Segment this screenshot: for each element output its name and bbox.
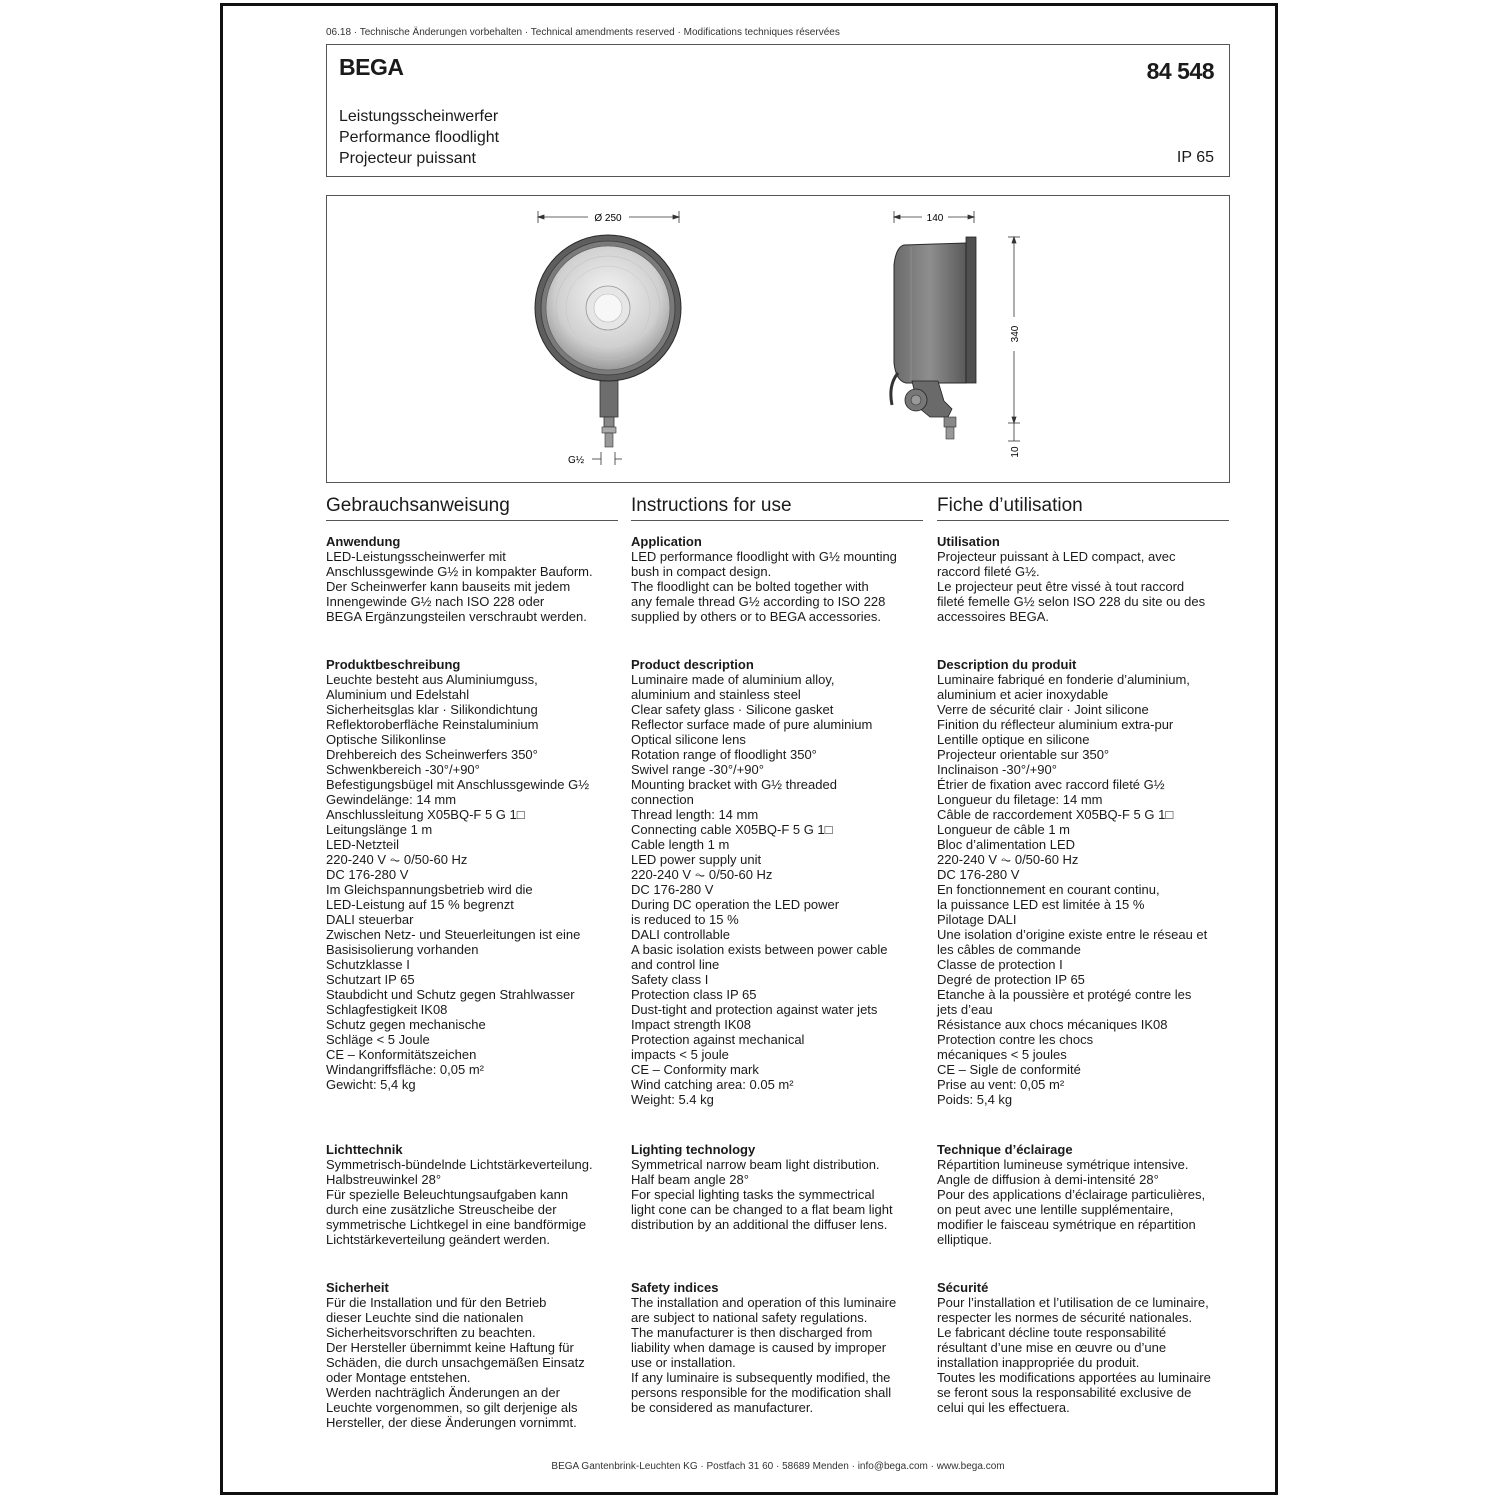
- text-line: Étrier de fixation avec raccord fileté G½: [937, 777, 1165, 792]
- text-line: Halbstreuwinkel 28°: [326, 1172, 442, 1187]
- text-line: any female thread G½ according to ISO 228: [631, 594, 886, 609]
- text-line: Inclinaison -30°/+90°: [937, 762, 1057, 777]
- application-section: [631, 534, 897, 624]
- text-line: les câbles de commande: [937, 942, 1081, 957]
- text-line: celui qui les effectuera.: [937, 1400, 1070, 1415]
- text-line: Gewindelänge: 14 mm: [326, 792, 457, 807]
- section-title: Sécurité: [937, 1280, 989, 1295]
- text-line: Für spezielle Beleuchtungsaufgaben kann: [326, 1187, 569, 1202]
- section-title: Lichttechnik: [326, 1142, 403, 1157]
- column-english: [631, 494, 923, 1415]
- text-line: The manufacturer is then discharged from: [631, 1325, 873, 1340]
- text-line: En fonctionnement en courant continu,: [937, 882, 1160, 897]
- text-line: Impact strength IK08: [631, 1017, 751, 1032]
- text-line: CE – Conformity mark: [631, 1062, 759, 1077]
- text-line: elliptique.: [937, 1232, 992, 1247]
- section-title: Lighting technology: [631, 1142, 756, 1157]
- text-line: Staubdicht und Schutz gegen Strahlwasser: [326, 987, 575, 1002]
- text-line: persons responsible for the modification shall: [631, 1385, 892, 1400]
- text-line: Le projecteur peut être vissé à tout raccord: [937, 579, 1185, 594]
- product-title-de: Leistungsscheinwerfer: [339, 108, 499, 125]
- text-line: Reflector surface made of pure aluminium: [631, 717, 873, 732]
- text-line: accessoires BEGA.: [937, 609, 1049, 624]
- lighting-technology-section: [326, 1142, 593, 1247]
- text-line: If any luminaire is subsequently modified, the: [631, 1370, 891, 1385]
- text-line: use or installation.: [631, 1355, 736, 1370]
- text-line: Schutz gegen mechanische: [326, 1017, 486, 1032]
- text-line: Pour des applications d’éclairage particulières,: [937, 1187, 1206, 1202]
- text-line: DALI controllable: [631, 927, 730, 942]
- text-line: Optical silicone lens: [631, 732, 746, 747]
- text-line: Pilotage DALI: [937, 912, 1017, 927]
- text-line: Für die Installation und für den Betrieb: [326, 1295, 547, 1310]
- thread-dimension: [592, 452, 622, 465]
- text-line: DALI steuerbar: [326, 912, 414, 927]
- text-line: The floodlight can be bolted together with: [631, 579, 869, 594]
- text-line: Zwischen Netz- und Steuerleitungen ist eine: [326, 927, 581, 942]
- text-line: Répartition lumineuse symétrique intensive.: [937, 1157, 1189, 1172]
- text-line: Projecteur orientable sur 350°: [937, 747, 1110, 762]
- text-line: mécaniques < 5 joules: [937, 1047, 1067, 1062]
- product-title-fr: Projecteur puissant: [339, 150, 476, 167]
- text-line: During DC operation the LED power: [631, 897, 840, 912]
- text-line: Im Gleichspannungsbetrieb wird die: [326, 882, 533, 897]
- height-label: 340: [1010, 325, 1021, 343]
- application-section: [326, 534, 593, 624]
- text-line: oder Montage entstehen.: [326, 1370, 471, 1385]
- product-title-en: Performance floodlight: [339, 129, 500, 146]
- text-line: Protection against mechanical: [631, 1032, 805, 1047]
- text-line: DC 176-280 V: [937, 867, 1020, 882]
- text-line: Finition du réflecteur aluminium extra-pur: [937, 717, 1174, 732]
- text-line: Cable length 1 m: [631, 837, 730, 852]
- product-description-section: [326, 657, 589, 1092]
- text-line: DC 176-280 V: [326, 867, 409, 882]
- text-line: Symmetrical narrow beam light distribution.: [631, 1157, 880, 1172]
- text-line: connection: [631, 792, 694, 807]
- text-line: Longueur du filetage: 14 mm: [937, 792, 1103, 807]
- text-line: Symmetrisch-bündelnde Lichtstärkeverteilung.: [326, 1157, 593, 1172]
- bottom-label: 10: [1010, 446, 1021, 458]
- text-line: fileté femelle G½ selon ISO 228 du site ou des: [937, 594, 1206, 609]
- text-line: installation inappropriée du produit.: [937, 1355, 1140, 1370]
- text-line: Luminaire made of aluminium alloy,: [631, 672, 835, 687]
- section-title: Description du produit: [937, 657, 1077, 672]
- text-line: The installation and operation of this luminaire: [631, 1295, 897, 1310]
- application-section: [937, 534, 1205, 624]
- text-line: Clear safety glass · Silicone gasket: [631, 702, 834, 717]
- text-line: Connecting cable X05BQ-F 5 G 1□: [631, 822, 833, 837]
- text-line: Longueur de câble 1 m: [937, 822, 1070, 837]
- footer: BEGA Gantenbrink-Leuchten KG · Postfach 31 60 · 58689 Menden · info@bega.com · www.bega.com: [551, 1461, 1005, 1472]
- section-title: Product description: [631, 657, 754, 672]
- text-line: Rotation range of floodlight 350°: [631, 747, 817, 762]
- text-line: Optische Silikonlinse: [326, 732, 446, 747]
- text-line: is reduced to 15 %: [631, 912, 739, 927]
- text-line: Der Scheinwerfer kann bauseits mit jedem: [326, 579, 571, 594]
- safety-section: [631, 1280, 896, 1415]
- column-french: [937, 494, 1229, 1415]
- diameter-label: Ø 250: [594, 213, 622, 224]
- section-title: Sicherheit: [326, 1280, 389, 1295]
- technical-drawing: [326, 195, 1230, 483]
- thread-label: G½: [567, 455, 585, 466]
- text-line: For special lighting tasks the symmectrical: [631, 1187, 875, 1202]
- text-line: Résistance aux chocs mécaniques IK08: [937, 1017, 1168, 1032]
- text-line: Degré de protection IP 65: [937, 972, 1085, 987]
- text-line: BEGA Ergänzungsteilen verschraubt werden.: [326, 609, 587, 624]
- text-line: Etanche à la poussière et protégé contre les: [937, 987, 1192, 1002]
- depth-label: 140: [926, 213, 944, 224]
- text-line: Basisisolierung vorhanden: [326, 942, 479, 957]
- text-line: Schäden, die durch unsachgemäßen Einsatz: [326, 1355, 585, 1370]
- text-line: Windangriffsfläche: 0,05 m²: [326, 1062, 484, 1077]
- text-line: CE – Konformitätszeichen: [326, 1047, 477, 1062]
- text-line: distribution by an additional the diffuser lens.: [631, 1217, 888, 1232]
- text-line: Der Hersteller übernimmt keine Haftung für: [326, 1340, 574, 1355]
- text-line: Lentille optique en silicone: [937, 732, 1090, 747]
- text-line: Le fabricant décline toute responsabilité: [937, 1325, 1167, 1340]
- text-line: Toutes les modifications apportées au luminaire: [937, 1370, 1211, 1385]
- text-line: Câble de raccordement X05BQ-F 5 G 1□: [937, 807, 1174, 822]
- text-line: 220-240 V ⏦ 0/50-60 Hz: [937, 852, 1079, 867]
- safety-section: [937, 1280, 1211, 1415]
- text-line: modifier le faisceau symétrique en répartition: [937, 1217, 1196, 1232]
- text-line: durch eine zusätzliche Streuscheibe der: [326, 1202, 557, 1217]
- text-line: LED-Leistungsscheinwerfer mit: [326, 549, 506, 564]
- text-line: aluminium et acier inoxydable: [937, 687, 1109, 702]
- ip-rating: IP 65: [1176, 149, 1214, 166]
- article-number: 84 548: [1146, 58, 1214, 84]
- text-line: raccord fileté G½.: [937, 564, 1040, 579]
- text-line: Wind catching area: 0.05 m²: [631, 1077, 794, 1092]
- text-line: LED-Leistung auf 15 % begrenzt: [326, 897, 514, 912]
- text-line: Schläge < 5 Joule: [326, 1032, 430, 1047]
- column-german: [326, 494, 618, 1430]
- text-line: Sicherheitsvorschriften zu beachten.: [326, 1325, 536, 1340]
- text-line: Bloc d’alimentation LED: [937, 837, 1076, 852]
- text-line: and control line: [631, 957, 720, 972]
- text-line: liability when damage is caused by improper: [631, 1340, 887, 1355]
- column-heading: Instructions for use: [631, 494, 923, 521]
- text-line: A basic isolation exists between power cable: [631, 942, 888, 957]
- text-line: Protection class IP 65: [631, 987, 757, 1002]
- text-line: Werden nachträglich Änderungen an der: [326, 1385, 560, 1400]
- text-line: LED power supply unit: [631, 852, 762, 867]
- text-line: impacts < 5 joule: [631, 1047, 729, 1062]
- text-line: jets d’eau: [937, 1002, 993, 1017]
- text-line: Befestigungsbügel mit Anschlussgewinde G½: [326, 777, 590, 792]
- text-line: résultant d’une mise en œuvre ou d’une: [937, 1340, 1167, 1355]
- text-line: Angle de diffusion à demi-intensité 28°: [937, 1172, 1159, 1187]
- floodlight-front-view-icon: [535, 235, 681, 447]
- text-line: Anschlussgewinde G½ in kompakter Bauform.: [326, 564, 593, 579]
- text-line: Verre de sécurité clair · Joint silicone: [937, 702, 1149, 717]
- meta-line: 06.18 · Technische Änderungen vorbehalten · Technical amendments reserved · Modifications techniques réservées: [326, 27, 840, 38]
- text-line: 220-240 V ⏦ 0/50-60 Hz: [326, 852, 468, 867]
- product-description-section: [937, 657, 1207, 1107]
- text-line: Classe de protection I: [937, 957, 1063, 972]
- text-line: Sicherheitsglas klar · Silikondichtung: [326, 702, 538, 717]
- section-title: Utilisation: [937, 534, 1000, 549]
- text-line: Schwenkbereich -30°/+90°: [326, 762, 480, 777]
- text-line: CE – Sigle de conformité: [937, 1062, 1081, 1077]
- text-line: symmetrische Lichtkegel in eine bandförmige: [326, 1217, 587, 1232]
- text-line: Swivel range -30°/+90°: [631, 762, 764, 777]
- text-line: Hersteller, der diese Änderungen vornimmt.: [326, 1415, 577, 1430]
- text-line: bush in compact design.: [631, 564, 772, 579]
- text-line: are subject to national safety regulations.: [631, 1310, 868, 1325]
- section-title: Application: [631, 534, 702, 549]
- text-line: Gewicht: 5,4 kg: [326, 1077, 416, 1092]
- text-line: se feront sous la responsabilité exclusive de: [937, 1385, 1192, 1400]
- text-line: Prise au vent: 0,05 m²: [937, 1077, 1065, 1092]
- column-heading: Gebrauchsanweisung: [326, 494, 618, 521]
- section-title: Safety indices: [631, 1280, 719, 1295]
- text-line: Anschlussleitung X05BQ-F 5 G 1□: [326, 807, 525, 822]
- text-line: Poids: 5,4 kg: [937, 1092, 1013, 1107]
- text-line: Schutzart IP 65: [326, 972, 415, 987]
- text-line: Protection contre les chocs: [937, 1032, 1094, 1047]
- lighting-technology-section: [937, 1142, 1205, 1247]
- lighting-technology-section: [631, 1142, 893, 1232]
- product-description-section: [631, 657, 888, 1107]
- text-line: Pour l’installation et l’utilisation de ce luminaire,: [937, 1295, 1209, 1310]
- text-line: Une isolation d’origine existe entre le réseau et: [937, 927, 1208, 942]
- text-line: Leitungslänge 1 m: [326, 822, 433, 837]
- text-line: Reflektoroberfläche Reinstaluminium: [326, 717, 539, 732]
- text-line: LED-Netzteil: [326, 837, 399, 852]
- text-line: LED performance floodlight with G½ mounting: [631, 549, 897, 564]
- text-line: Projecteur puissant à LED compact, avec: [937, 549, 1176, 564]
- text-line: dieser Leuchte sind die nationalen: [326, 1310, 524, 1325]
- text-line: Luminaire fabriqué en fonderie d’aluminium,: [937, 672, 1190, 687]
- text-line: la puissance LED est limitée à 15 %: [937, 897, 1145, 912]
- floodlight-side-view-icon: [891, 237, 976, 439]
- section-title: Anwendung: [326, 534, 401, 549]
- section-title: Technique d’éclairage: [937, 1142, 1073, 1157]
- safety-section: [326, 1280, 585, 1430]
- text-line: 220-240 V ⏦ 0/50-60 Hz: [631, 867, 773, 882]
- brand-logo: BEGA: [339, 54, 404, 80]
- column-heading: Fiche d’utilisation: [937, 494, 1229, 521]
- text-line: Thread length: 14 mm: [631, 807, 759, 822]
- text-line: Drehbereich des Scheinwerfers 350°: [326, 747, 538, 762]
- text-line: Mounting bracket with G½ threaded: [631, 777, 837, 792]
- text-line: supplied by others or to BEGA accessories.: [631, 609, 882, 624]
- text-line: be considered as manufacturer.: [631, 1400, 814, 1415]
- text-line: DC 176-280 V: [631, 882, 714, 897]
- text-line: respecter les normes de sécurité nationales.: [937, 1310, 1193, 1325]
- text-line: Aluminium und Edelstahl: [326, 687, 470, 702]
- text-line: Leuchte vorgenommen, so gilt derjenige als: [326, 1400, 578, 1415]
- section-title: Produktbeschreibung: [326, 657, 461, 672]
- text-line: Innengewinde G½ nach ISO 228 oder: [326, 594, 545, 609]
- text-line: Safety class I: [631, 972, 709, 987]
- text-line: light cone can be changed to a flat beam light: [631, 1202, 893, 1217]
- text-line: Schlagfestigkeit IK08: [326, 1002, 448, 1017]
- text-line: Half beam angle 28°: [631, 1172, 749, 1187]
- text-line: Weight: 5.4 kg: [631, 1092, 714, 1107]
- text-line: on peut avec une lentille supplémentaire,: [937, 1202, 1174, 1217]
- text-line: Dust-tight and protection against water jets: [631, 1002, 878, 1017]
- text-line: aluminium and stainless steel: [631, 687, 801, 702]
- text-line: Leuchte besteht aus Aluminiumguss,: [326, 672, 538, 687]
- text-line: Schutzklasse I: [326, 957, 410, 972]
- text-line: Lichtstärkeverteilung geändert werden.: [326, 1232, 551, 1247]
